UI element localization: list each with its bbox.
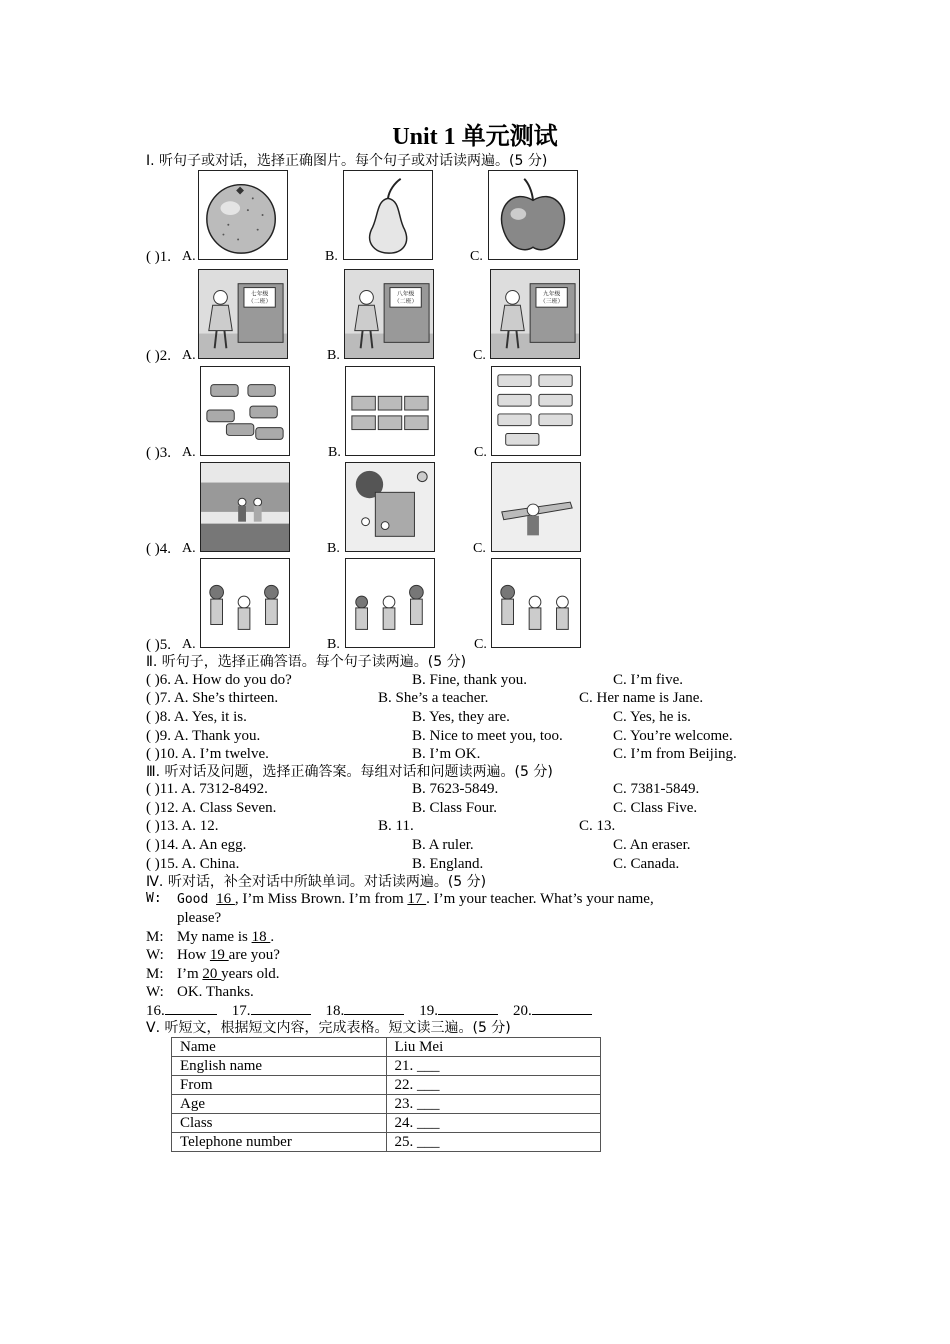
option-label: B. [327, 348, 340, 363]
q12-c: C. Class Five. [613, 800, 698, 816]
q9-b: B. Nice to meet you, too. [412, 728, 563, 744]
orange-picture [198, 170, 288, 260]
pear-picture [343, 170, 433, 260]
option-label: A. [182, 249, 196, 264]
grade-eight-picture [344, 269, 434, 359]
sign-grade: 九年级 [542, 291, 561, 298]
q7-a: ( )7. A. She’s thirteen. [146, 690, 279, 706]
question-1-number: ( )1. [146, 249, 171, 265]
dialogue-line-2: My name is 18 . [177, 929, 275, 945]
question-4-number: ( )4. [146, 541, 171, 557]
buses-picture [491, 366, 581, 456]
option-label: A. [182, 637, 196, 652]
q10-b: B. I’m OK. [412, 746, 481, 762]
sign-grade: 八年级 [396, 291, 415, 298]
q10-a: ( )10. A. I’m twelve. [146, 746, 269, 762]
dialogue-line-4: I’m 20 years old. [177, 966, 280, 982]
q6-c: C. I’m five. [613, 672, 683, 688]
table-row: English name 21. ___ [172, 1057, 601, 1076]
part4-heading: Ⅳ. 听对话，补全对话中所缺单词。对话读两遍。(5 分) [146, 874, 487, 890]
option-label: B. [325, 249, 338, 264]
q11-a: ( )11. A. 7312-8492. [146, 781, 268, 797]
q11-b: B. 7623-5849. [412, 781, 499, 797]
dialogue-line-5: OK. Thanks. [177, 984, 254, 1000]
option-label: B. [328, 445, 341, 460]
sign-grade: 七年级 [250, 291, 269, 298]
table-row: Class 24. ___ [172, 1114, 601, 1133]
q10-c: C. I’m from Beijing. [613, 746, 737, 762]
speaker: W: [146, 984, 164, 1000]
q12-a: ( )12. A. Class Seven. [146, 800, 277, 816]
airport-picture [491, 462, 581, 552]
dialogue-line-1: Good 16 , I’m Miss Brown. I’m from 17 . I’m your teacher. What’s your name, [177, 891, 654, 907]
table-row: From 22. ___ [172, 1076, 601, 1095]
option-label: C. [474, 637, 487, 652]
table-row: Telephone number 25. ___ [172, 1133, 601, 1152]
question-5-number: ( )5. [146, 637, 171, 653]
part5-heading: Ⅴ. 听短文，根据短文内容，完成表格。短文读三遍。(5 分) [146, 1020, 511, 1036]
option-label: A. [182, 348, 196, 363]
q15-a: ( )15. A. China. [146, 856, 240, 872]
q8-c: C. Yes, he is. [613, 709, 691, 725]
option-label: A. [182, 445, 196, 460]
q8-a: ( )8. A. Yes, it is. [146, 709, 247, 725]
option-label: B. [327, 637, 340, 652]
three-people-c-picture [491, 558, 581, 648]
part2-heading: Ⅱ. 听句子，选择正确答语。每个句子读两遍。(5 分) [146, 654, 467, 670]
q12-b: B. Class Four. [412, 800, 498, 816]
boxes-picture [345, 366, 435, 456]
part3-heading: Ⅲ. 听对话及问题，选择正确答案。每组对话和问题读两遍。(5 分) [146, 764, 553, 780]
q7-b: B. She’s a teacher. [378, 690, 489, 706]
three-people-a-picture [200, 558, 290, 648]
q15-b: B. England. [412, 856, 484, 872]
q11-c: C. 7381-5849. [613, 781, 700, 797]
option-label: C. [473, 541, 486, 556]
speaker: W: [146, 947, 164, 963]
sign-class: （二班） [393, 299, 418, 306]
sign-class: （三班） [539, 299, 564, 306]
q8-b: B. Yes, they are. [412, 709, 510, 725]
q6-b: B. Fine, thank you. [412, 672, 527, 688]
option-label: A. [182, 541, 196, 556]
q9-a: ( )9. A. Thank you. [146, 728, 261, 744]
q13-c: C. 13. [579, 818, 616, 834]
grade-seven-picture [198, 269, 288, 359]
apple-picture [488, 170, 578, 260]
table-row: Name Liu Mei [172, 1038, 601, 1057]
table-row: Age 23. ___ [172, 1095, 601, 1114]
question-3-number: ( )3. [146, 445, 171, 461]
page-title: Unit 1 单元测试 [392, 124, 558, 150]
info-table [171, 1037, 601, 1152]
three-people-b-picture [345, 558, 435, 648]
school-picture [345, 462, 435, 552]
q7-c: C. Her name is Jane. [579, 690, 704, 706]
q6-a: ( )6. A. How do you do? [146, 672, 292, 688]
sign-class: （二班） [247, 299, 272, 306]
q13-b: B. 11. [378, 818, 414, 834]
question-2-number: ( )2. [146, 348, 171, 364]
option-label: B. [327, 541, 340, 556]
speaker: W: [146, 891, 162, 906]
dialogue-line-1-cont: please? [177, 910, 222, 926]
q14-a: ( )14. A. An egg. [146, 837, 247, 853]
q9-c: C. You’re welcome. [613, 728, 733, 744]
q15-c: C. Canada. [613, 856, 680, 872]
option-label: C. [474, 445, 487, 460]
cars-picture [200, 366, 290, 456]
q14-b: B. A ruler. [412, 837, 474, 853]
speaker: M: [146, 929, 164, 945]
q14-c: C. An eraser. [613, 837, 691, 853]
dialogue-line-3: How 19 are you? [177, 947, 280, 963]
speaker: M: [146, 966, 164, 982]
grade-nine-picture [490, 269, 580, 359]
q13-a: ( )13. A. 12. [146, 818, 219, 834]
street-meeting-picture [200, 462, 290, 552]
part1-heading: Ⅰ. 听句子或对话，选择正确图片。每个句子或对话读两遍。(5 分) [146, 153, 548, 169]
option-label: C. [470, 249, 483, 264]
answer-blanks: 16. 17. 18. 19. 20. [146, 1002, 592, 1020]
option-label: C. [473, 348, 486, 363]
